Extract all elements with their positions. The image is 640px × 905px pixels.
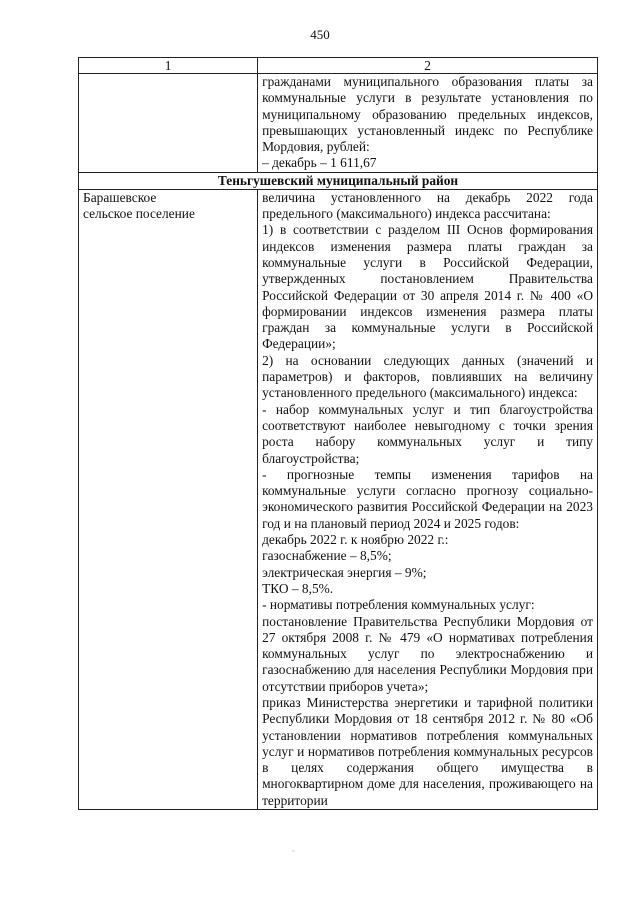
continuation-cell-2 xyxy=(258,74,598,173)
section-row xyxy=(79,172,598,189)
paragraph: - нормативы потребления коммунальных услуг: xyxy=(262,597,535,613)
table-row xyxy=(79,189,598,809)
paragraph: - набор коммунальных услуг и тип благоустройства соответствуют наиболее невыгодному с точки зрения роста набору коммунальных услуг и типу благоустройства; xyxy=(262,401,593,466)
settlement-name-line2: сельское поселение xyxy=(83,206,195,222)
index-description-cell xyxy=(258,189,598,809)
column-header-1: 1 xyxy=(79,58,258,74)
scan-speck: ˇ xyxy=(292,849,295,858)
tariff-index-table xyxy=(78,57,598,810)
paragraph: приказ Министерства энергетики и тарифной политики Республики Мордовия от 18 сентября 2012 г. № 80 «Об установлении нормативов потребления коммунальных услуг и нормативов потребления коммунальных ресурсов в целях содержания общего имущества в многоквартирном доме для населения, проживающего на территории xyxy=(262,694,593,808)
paragraph: электрическая энергия – 9%; xyxy=(262,564,427,580)
paragraph: ТКО – 8,5%. xyxy=(262,580,334,596)
paragraph: 1) в соответствии с разделом III Основ формирования индексов изменения размера платы граждан за коммунальные услуги в Российской Федерации, утвержденных постановлением Правительства Российской Федерации от 30 апреля 2014 г. № 400 «О формировании индексов изменения размера платы граждан за коммунальные услуги в Российской Федерации»; xyxy=(262,222,593,352)
table-header-row xyxy=(79,58,598,74)
paragraph: постановление Правительства Республики Мордовия от 27 октября 2008 г. № 479 «О нормативах потребления коммунальных услуг по электроснабжению и газоснабжению для населения Республики Мордовия при отсутствии приборов учета»; xyxy=(262,613,593,694)
continuation-cell-1 xyxy=(79,74,258,173)
continuation-text: гражданами муниципального образования платы за коммунальные услуги в результате установления по муниципальному образованию предельных индексов, превышающих установленный индекс по Республике Мордовия, рублей: xyxy=(262,74,593,155)
page-number: 450 xyxy=(310,27,330,42)
section-title: Теньгушевский муниципальный район xyxy=(79,172,598,189)
settlement-name-line1: Барашевское xyxy=(83,189,157,205)
continuation-value: – декабрь – 1 611,67 xyxy=(262,155,377,171)
paragraph: 2) на основании следующих данных (значений и параметров) и факторов, повлиявших на величину установленного предельного (максимального) индекса: xyxy=(262,352,593,401)
paragraph: газоснабжение – 8,5%; xyxy=(262,548,392,564)
paragraph: величина установленного на декабрь 2022 года предельного (максимального) индекса рассчитана: xyxy=(262,189,593,222)
paragraph: - прогнозные темпы изменения тарифов на коммунальные услуги согласно прогнозу социально-экономического развития Российской Федерации на 2023 год и на плановый период 2024 и 2025 годов: xyxy=(262,466,593,531)
paragraph: декабрь 2022 г. к ноябрю 2022 г.: xyxy=(262,532,449,548)
table-row xyxy=(79,74,598,173)
settlement-name-cell xyxy=(79,189,258,809)
column-header-2: 2 xyxy=(258,58,598,74)
